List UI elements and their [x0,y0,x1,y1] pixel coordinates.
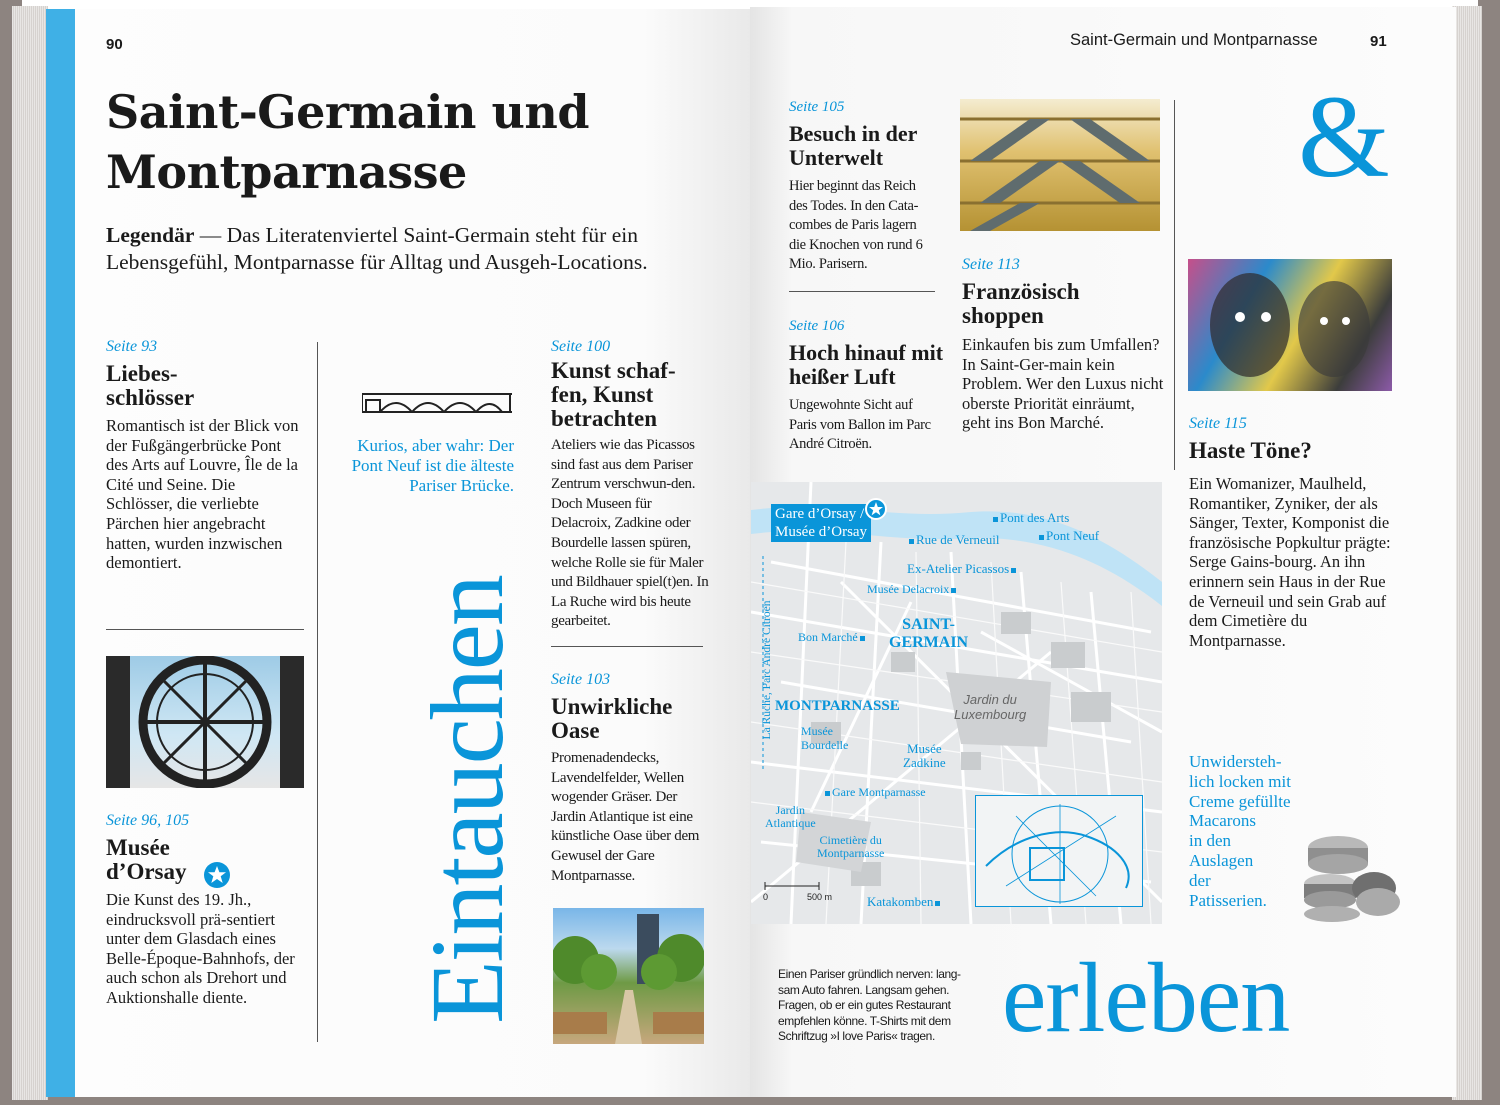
column-divider [317,342,318,1042]
escalator-photo [960,99,1160,231]
map-label-jardin-atlantique: Jardin Atlantique [765,803,816,830]
map-scale-500: 500 m [807,892,833,902]
article-title-ballon: Hoch hinauf mit heißer Luft [789,340,944,389]
map-star-icon [865,498,887,520]
map-label-katakomben: Katakomben [867,894,942,910]
article-text-oase: Promenadendecks, Lavendelfelder, Wellen wogender Gräser. Der Jardin Atlantique ist eine künstliche Oase über dem Gewusel der Gare Montparnasse. [551,750,700,884]
seite-100: Seite 100 [551,338,611,355]
map-label-montparnasse: MONTPARNASSE [775,698,900,714]
divider [106,629,304,630]
column-divider [1174,100,1175,470]
article-title-haste-toene: Haste Töne? [1189,438,1312,463]
article-text-kunst: Ateliers wie das Picassos sind fast aus dem Pariser Zentrum verschwun-den. Doch Museen für Delacroix, Zadkine oder Bourdelle lassen spüren, welche Rolle sie für Maler und Bildhauer spiel(t)en. In La Ruche wird bis heute gearbeitet. [551,437,709,630]
star-icon [204,862,230,888]
article-title-shoppen: Französisch shoppen [962,279,1080,328]
map-label-gare-montparnasse: Gare Montparnasse [825,785,926,800]
seite-103: Seite 103 [551,671,611,688]
seite-115: Seite 115 [1189,415,1247,432]
article-title-kunst: Kunst schaf- fen, Kunst betrachten [551,358,676,431]
page-title: Saint-Germain und Montparnasse [106,85,590,199]
macarons-photo [1300,828,1402,924]
blue-edge-bar [46,9,75,1097]
map-label-pont-des-arts: Pont des Arts [993,510,1069,526]
vertical-word-eintauchen: Eintauchen [410,576,525,1024]
article-title-musee-orsay: Musée d’Orsay [106,835,187,884]
divider [789,291,935,292]
seite-105: Seite 105 [789,99,845,115]
garden-photo [553,908,704,1044]
article-title-liebesschloesser: Liebes- schlösser [106,361,195,410]
seite-96-105: Seite 96, 105 [106,812,190,829]
intro-text: — Das Literatenviertel Saint-Germain steht für ein Lebensgefühl, Montparnasse für Alltag und Ausgeh-Locations. [106,223,648,274]
map-scale-0: 0 [763,892,769,902]
map [751,482,1162,924]
intro-bold: Legendär [106,223,195,247]
map-label-la-ruche: La Ruche, Parc André Citroën [761,600,773,740]
divider [551,646,703,647]
running-head: Saint-Germain und Montparnasse [1070,31,1318,49]
seite-113: Seite 113 [962,256,1020,273]
article-text-ballon: Ungewohnte Sicht auf Paris vom Ballon im Parc André Citroën. [789,397,931,453]
big-ampersand: & [1298,71,1390,202]
page-stack-left [12,6,48,1100]
article-text-haste-toene: Ein Womanizer, Maulheld, Romantiker, Zyniker, der als Sänger, Texter, Komponist die französische Popkultur prägte: Serge Gains-bourg. An ihn erinnern sein Haus in der Rue de Verneuil und sein Grab auf dem Cimetière du Montparnasse. [1189,474,1391,650]
map-label-jardin-luxembourg: Jardin du Luxembourg [954,692,1027,722]
map-label-bon-marche: Bon Marché [798,630,867,645]
map-label-musee-bourdelle: Musée Bourdelle [801,724,849,752]
article-text-unterwelt: Hier beginnt das Reich des Todes. In den Cata-combes de Paris lagern die Knochen von rund 6 Mio. Parisern. [789,178,923,273]
clock-photo [106,656,304,788]
page-number-left: 90 [106,36,123,53]
map-label-musee-zadkine: Musée Zadkine [903,741,946,770]
macaron-text: Unwidersteh- lich locken mit Creme gefüllte Macarons in den Auslagen der Patisserien. [1189,752,1291,910]
big-word-erleben: erleben [1002,942,1290,1053]
book-cover-bottom [0,1096,1500,1105]
graffiti-photo [1188,259,1392,391]
map-box-gare-orsay: Gare d’Orsay / Musée d’Orsay [771,504,871,542]
map-caption: Einen Pariser gründlich nerven: lang-sam Auto fahren. Langsam gehen. Fragen, ob er ein gutes Restaurant empfehlen könne. T-Shirts mit dem Schriftzug »I love Paris« tragen. [778,967,961,1043]
seite-93: Seite 93 [106,338,158,355]
bridge-icon [362,388,512,416]
page-number-right: 91 [1370,33,1387,50]
map-inset [975,795,1143,907]
map-label-saint-germain: SAINT- GERMAIN [889,616,969,651]
seite-106: Seite 106 [789,318,845,334]
page-stack-right [1452,6,1482,1100]
article-text-shoppen: Einkaufen bis zum Umfallen? In Saint-Ger-main kein Problem. Wer den Luxus nicht oberste Priorität einräumt, geht ins Bon Marché. [962,335,1164,433]
intro-paragraph [106,222,716,276]
article-text-musee-orsay: Die Kunst des 19. Jh., eindrucksvoll prä-sentiert unter dem Glasdach eines Belle-Époque-Bahnhofs, der auch schon als Drehort und Auktionshalle diente. [106,890,295,1007]
article-text-liebesschloesser: Romantisch ist der Blick von der Fußgängerbrücke Pont des Arts auf Louvre, Île de la Cité und Seine. Die Schlösser, die verliebte Pärchen hier angebracht hatten, wurden inzwischen demontiert. [106,416,299,573]
map-label-musee-delacroix: Musée Delacroix [867,582,958,597]
map-label-rue-de-verneuil: Rue de Verneuil [909,532,1000,548]
map-label-ex-atelier: Ex-Atelier Picassos [907,561,1018,577]
map-label-cimetiere: Cimetière du Montparnasse [817,833,885,860]
article-title-unterwelt: Besuch in der Unterwelt [789,121,918,170]
map-label-pont-neuf: Pont Neuf [1039,528,1099,544]
sidebar-quote: Kurios, aber wahr: Der Pont Neuf ist die älteste Pariser Brücke. [351,436,514,495]
article-title-oase: Unwirkliche Oase [551,694,673,743]
